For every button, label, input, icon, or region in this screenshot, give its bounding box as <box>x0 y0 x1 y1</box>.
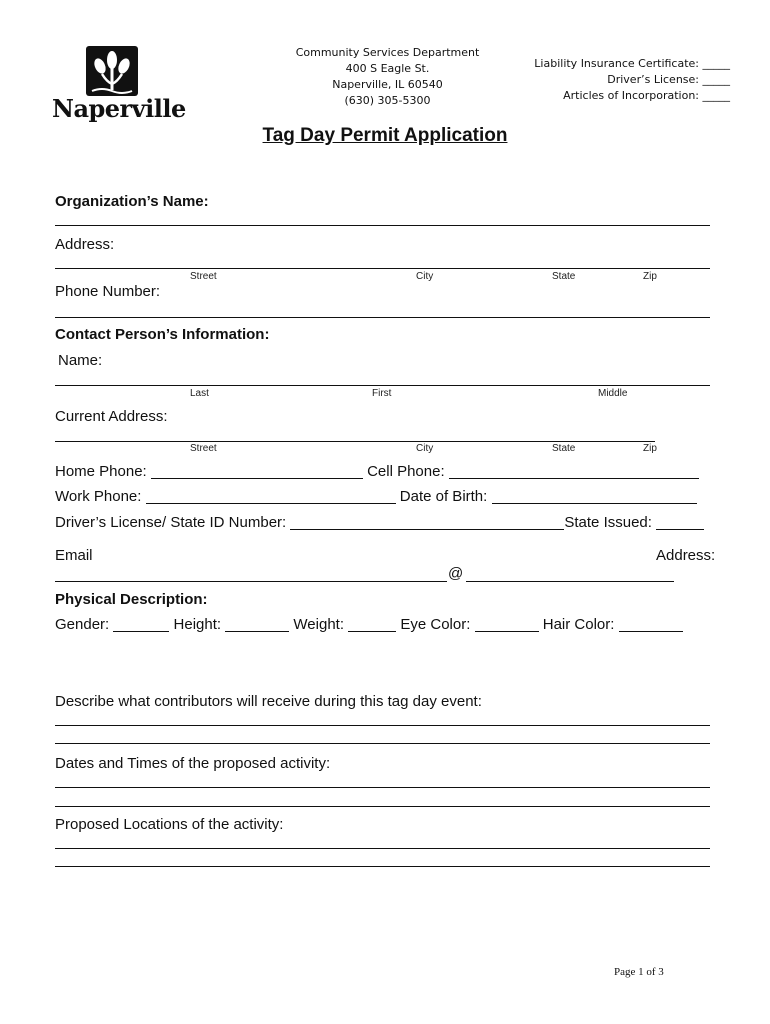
current-address-line[interactable] <box>55 441 655 442</box>
contact-name-middle: Middle <box>598 388 628 399</box>
hair-color-label: Hair Color: <box>542 616 615 633</box>
work-phone-label: Work Phone: <box>55 488 142 505</box>
org-address-line[interactable] <box>55 268 710 269</box>
dates-question: Dates and Times of the proposed activity: <box>55 755 331 772</box>
cell-phone-label: Cell Phone: <box>367 463 445 480</box>
cell-phone-field[interactable] <box>449 463 699 480</box>
page-title: Tag Day Permit Application <box>262 125 508 146</box>
state-issued-label: State Issued: <box>564 514 652 531</box>
license-label: Driver’s License/ State ID Number: <box>55 514 287 531</box>
org-address-label: Address: <box>55 236 115 253</box>
dept-line: Community Services Department <box>295 46 480 59</box>
contributors-question: Describe what contributors will receive during this tag day event: <box>55 693 482 710</box>
org-phone-line[interactable] <box>55 317 710 318</box>
work-phone-field[interactable] <box>146 488 396 505</box>
current-address-state: State <box>552 443 576 454</box>
hair-color-field[interactable] <box>619 616 683 633</box>
dates-line-2[interactable] <box>55 806 710 807</box>
checklist-item: Driver’s License: _____ <box>607 73 730 86</box>
locations-question: Proposed Locations of the activity: <box>55 816 284 833</box>
work-dob-row <box>55 488 697 505</box>
contact-heading: Contact Person’s Information: <box>55 326 270 343</box>
page-number: Page 1 of 3 <box>614 966 664 978</box>
contact-name-last: Last <box>190 388 209 399</box>
height-field[interactable] <box>225 616 289 633</box>
org-address-city: City <box>416 271 434 282</box>
physical-row <box>55 616 683 633</box>
current-address-city: City <box>416 443 434 454</box>
gender-field[interactable] <box>113 616 169 633</box>
weight-field[interactable] <box>348 616 396 633</box>
physical-heading: Physical Description: <box>55 591 208 608</box>
org-address-zip: Zip <box>643 271 657 282</box>
naperville-logo <box>52 44 186 126</box>
checklist-item: Liability Insurance Certificate: _____ <box>534 57 730 70</box>
height-label: Height: <box>173 616 222 633</box>
home-cell-row <box>55 463 699 480</box>
contributors-line-2[interactable] <box>55 743 710 744</box>
org-address-street: Street <box>190 271 217 282</box>
dob-label: Date of Birth: <box>399 488 488 505</box>
weight-label: Weight: <box>293 616 345 633</box>
license-row <box>55 514 704 531</box>
document-checklist <box>505 56 730 104</box>
email-address-label: Address: <box>656 547 716 564</box>
org-name-label: Organization’s Name: <box>55 193 209 210</box>
state-issued-field[interactable] <box>656 514 704 531</box>
email-label: Email <box>55 547 93 564</box>
dob-field[interactable] <box>492 488 697 505</box>
home-phone-field[interactable] <box>151 463 363 480</box>
eye-color-label: Eye Color: <box>400 616 471 633</box>
gender-label: Gender: <box>55 616 110 633</box>
locations-line-2[interactable] <box>55 866 710 867</box>
dept-line: Naperville, IL 60540 <box>332 78 443 91</box>
email-user-line[interactable] <box>55 581 447 582</box>
department-address <box>285 45 490 109</box>
dates-line-1[interactable] <box>55 787 710 788</box>
current-address-zip: Zip <box>643 443 657 454</box>
checklist-item: Articles of Incorporation: _____ <box>563 89 730 102</box>
logo-wordmark: Naperville <box>52 94 186 123</box>
locations-line-1[interactable] <box>55 848 710 849</box>
org-phone-label: Phone Number: <box>55 283 161 300</box>
org-name-line[interactable] <box>55 225 710 226</box>
org-address-state: State <box>552 271 576 282</box>
email-at-sign: @ <box>448 565 464 582</box>
home-phone-label: Home Phone: <box>55 463 147 480</box>
contact-name-first: First <box>372 388 392 399</box>
dept-line: 400 S Eagle St. <box>345 62 430 75</box>
eye-color-field[interactable] <box>475 616 539 633</box>
email-domain-line[interactable] <box>466 581 674 582</box>
license-field[interactable] <box>290 514 564 531</box>
contact-name-line[interactable] <box>55 385 710 386</box>
contact-name-label: Name: <box>58 352 103 369</box>
dept-line: (630) 305-5300 <box>344 94 431 107</box>
current-address-street: Street <box>190 443 217 454</box>
current-address-label: Current Address: <box>55 408 168 425</box>
contributors-line-1[interactable] <box>55 725 710 726</box>
